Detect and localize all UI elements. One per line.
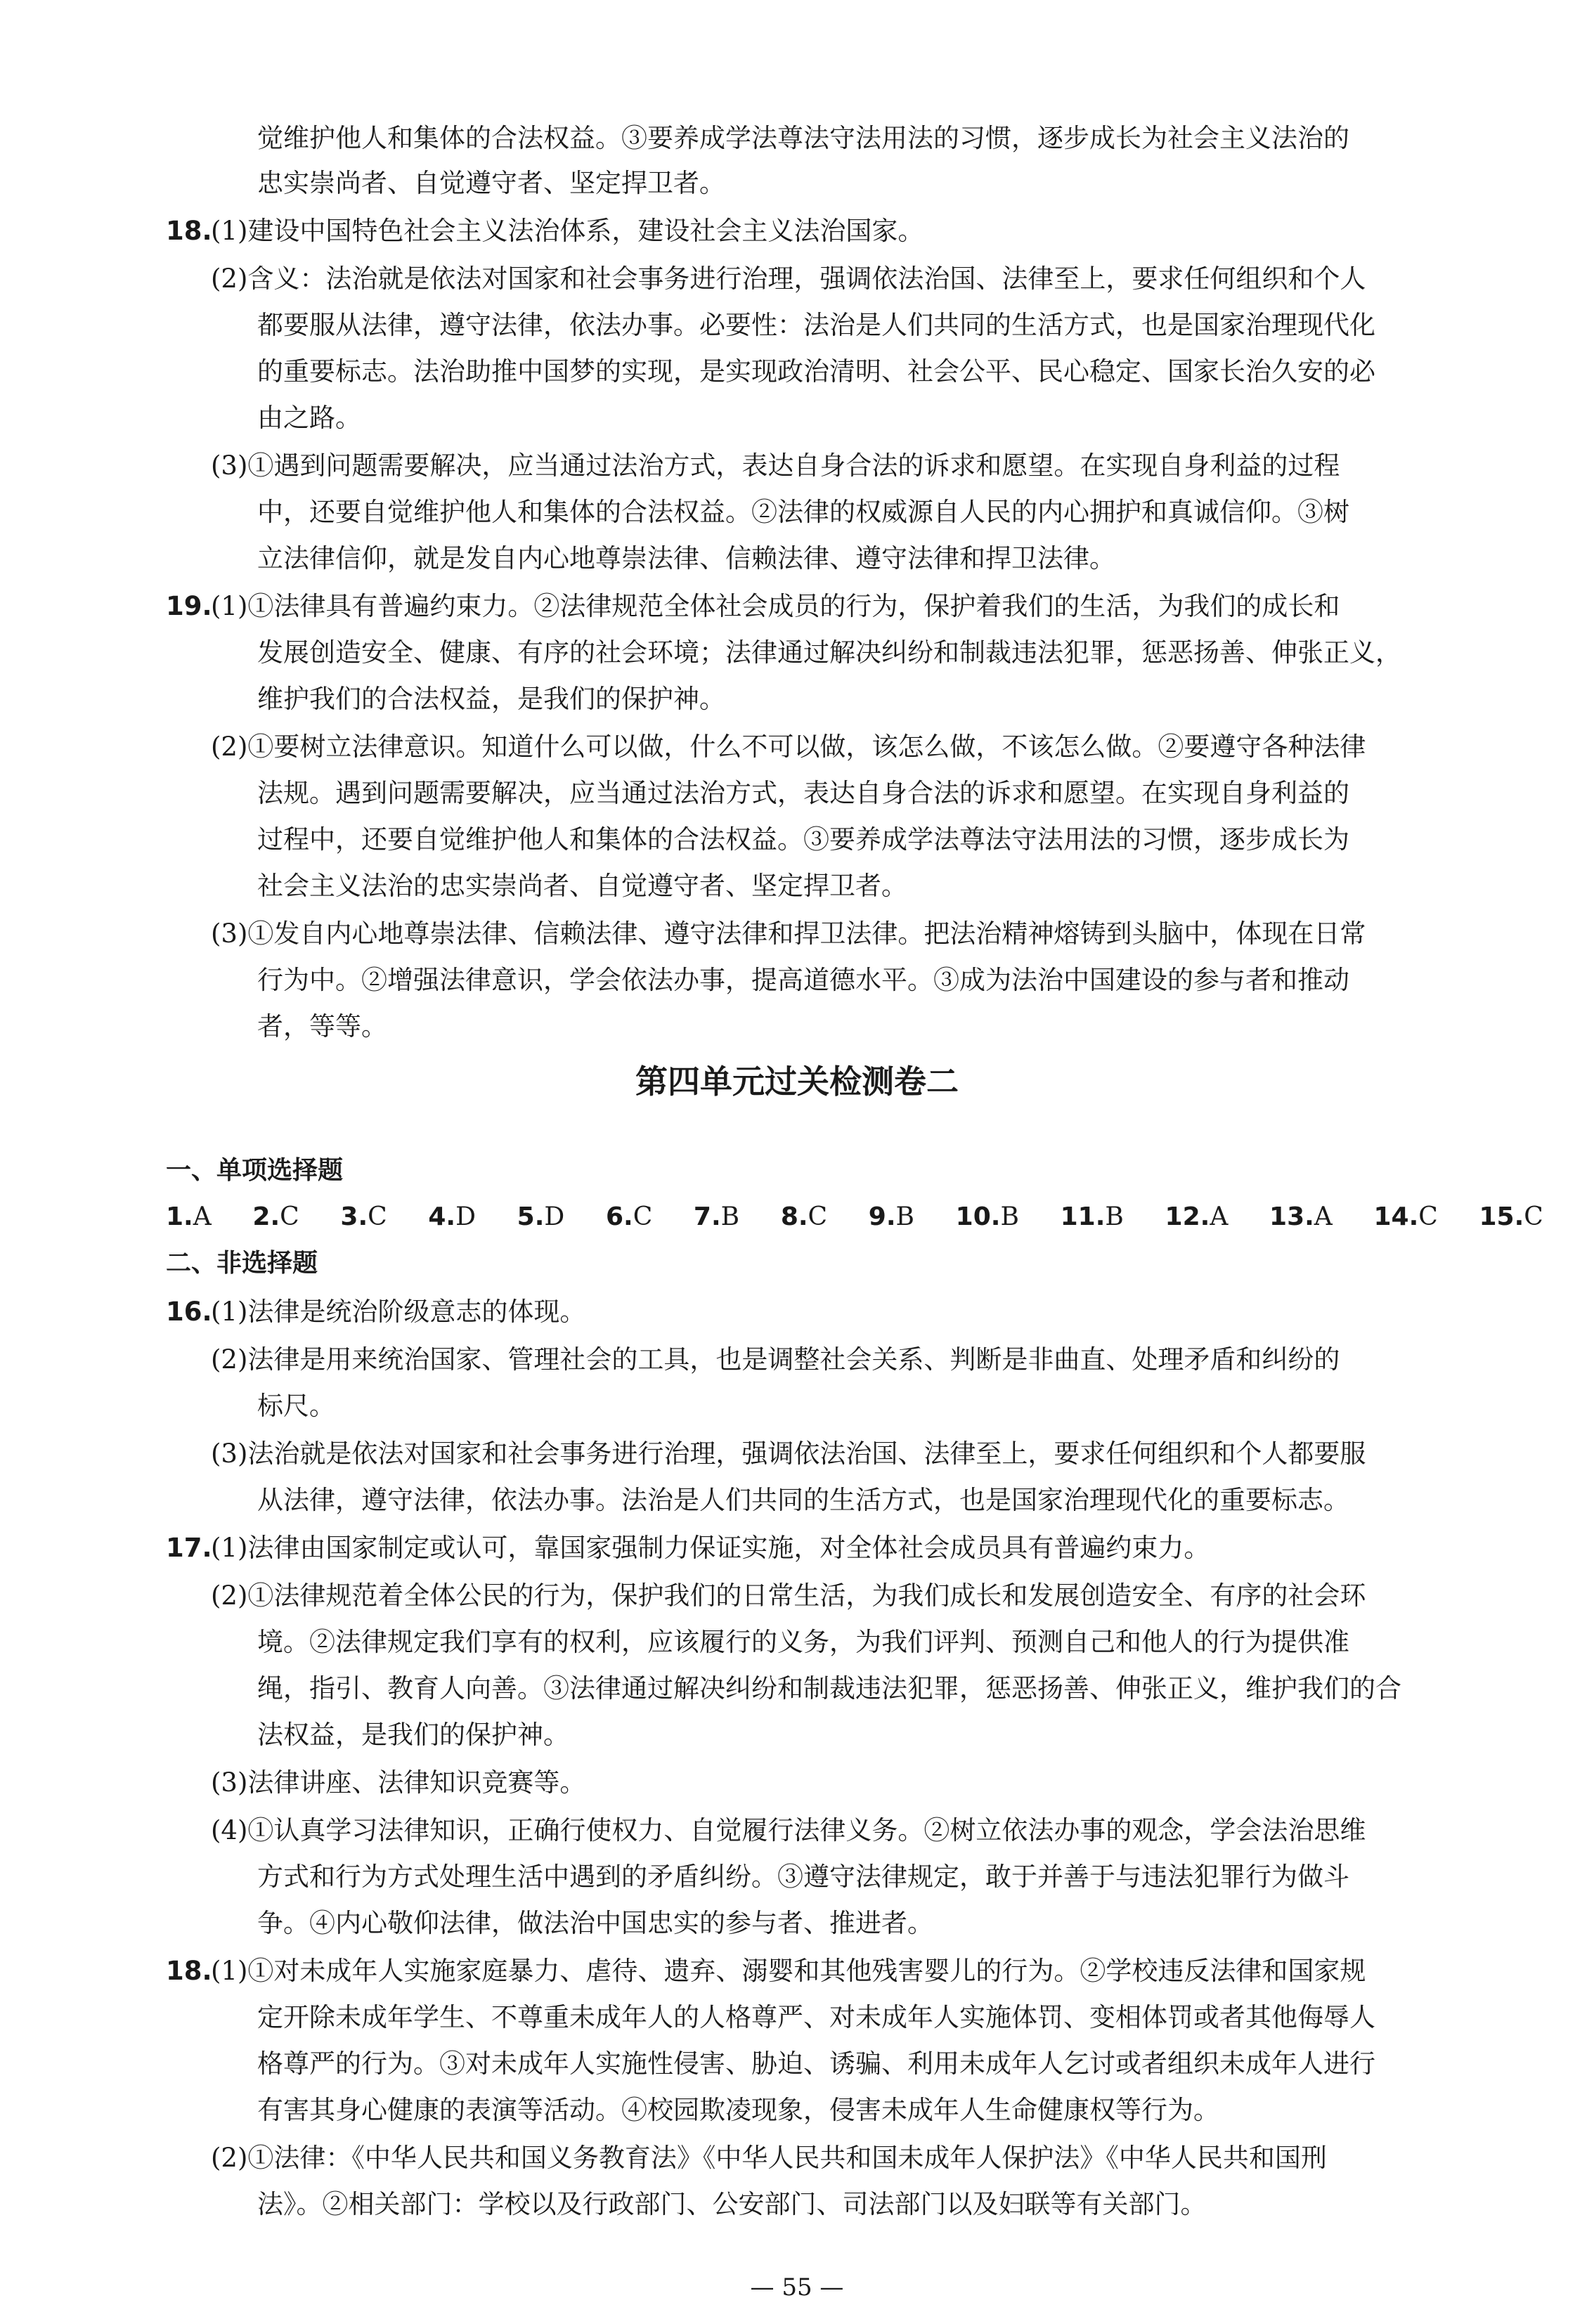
answer-item [780,1202,828,1231]
question-number: 18. [166,1956,212,1986]
answer-item [1165,1202,1229,1231]
text-line: 者，等等。 [257,1011,387,1041]
answer-letter: B [1000,1202,1019,1231]
question-number: 16. [166,1297,212,1327]
answer-number: 14. [1373,1202,1419,1231]
text-line: (3)①发自内心地尊崇法律、信赖法律、遵守法律和捍卫法律。把法治精神熔铸到头脑中，体现在日常 [211,918,1366,949]
answer-number: 9. [868,1202,896,1231]
text-line: 标尺。 [257,1391,335,1421]
answer-letter: D [455,1202,476,1231]
answer-letter: C [280,1202,299,1231]
answer-item [1060,1202,1124,1231]
answer-letter: A [1314,1202,1333,1231]
text-line: 行为中。②增强法律意识，学会依法办事，提高道德水平。③成为法治中国建设的参与者和推动 [257,965,1349,995]
answer-letter: A [1210,1202,1229,1231]
answer-letter: C [808,1202,828,1231]
text-line: 都要服从法律，遵守法律，依法办事。必要性：法治是人们共同的生活方式，也是国家治理现代化 [257,310,1375,340]
answer-item [868,1202,914,1231]
answer-letter: C [1418,1202,1438,1231]
text-line: (1)法律是统治阶级意志的体现。 [211,1297,586,1327]
text-line: 立法律信仰，就是发自内心地尊崇法律、信赖法律、遵守法律和捍卫法律。 [257,543,1115,573]
text-line: (2)①法律规范着全体公民的行为，保护我们的日常生活，为我们成长和发展创造安全、有序的社会环 [211,1580,1366,1611]
section-title: 一、单项选择题 [166,1156,344,1185]
answer-item [693,1202,740,1231]
answer-number: 8. [780,1202,808,1231]
text-line: (3)①遇到问题需要解决，应当通过法治方式，表达自身合法的诉求和愿望。在实现自身利益的过程 [211,450,1340,481]
text-line: 维护我们的合法权益，是我们的保护神。 [257,684,725,714]
answer-item [428,1202,476,1231]
text-line: (1)①对未成年人实施家庭暴力、虐待、遗弃、溺婴和其他残害婴儿的行为。②学校违反法律和国家规 [211,1956,1366,1986]
answer-number: 3. [340,1202,368,1231]
text-line: (1)①法律具有普遍约束力。②法律规范全体社会成员的行为，保护着我们的生活，为我们的成长和 [211,591,1340,621]
answer-item [166,1202,212,1231]
question-number: 19. [166,591,212,621]
text-line: 忠实崇尚者、自觉遵守者、坚定捍卫者。 [257,168,725,198]
answer-number: 11. [1060,1202,1106,1231]
text-line: 绳，指引、教育人向善。③法律通过解决纠纷和制裁违法犯罪，惩恶扬善、伸张正义，维护我们的合 [257,1673,1401,1703]
text-line: 由之路。 [257,403,361,433]
page-number: — 55 — [750,2273,844,2302]
answer-letter: B [1105,1202,1124,1231]
text-line: (3)法治就是依法对国家和社会事务进行治理，强调依法治国、法律至上，要求任何组织和个人都要服 [211,1439,1366,1469]
answer-item [1269,1202,1333,1231]
text-line: 的重要标志。法治助推中国梦的实现，是实现政治清明、社会公平、民心稳定、国家长治久安的必 [257,356,1375,387]
answer-item [955,1202,1019,1231]
answer-letter: C [633,1202,653,1231]
answer-letter: B [895,1202,914,1231]
text-line: (2)①法律：《中华人民共和国义务教育法》《中华人民共和国未成年人保护法》《中华人民共和国刑 [211,2143,1327,2173]
text-line: 境。②法律规定我们享有的权利，应该履行的义务，为我们评判、预测自己和他人的行为提供准 [257,1627,1349,1657]
question-number: 18. [166,216,212,246]
text-line: 中，还要自觉维护他人和集体的合法权益。②法律的权威源自人民的内心拥护和真诚信仰。③树 [257,497,1349,527]
answer-number: 4. [428,1202,456,1231]
text-line: 法规。遇到问题需要解决，应当通过法治方式，表达自身合法的诉求和愿望。在实现自身利益的 [257,778,1349,808]
text-line: 定开除未成年学生、不尊重未成年人的人格尊严、对未成年人实施体罚、变相体罚或者其他侮辱人 [257,2002,1375,2032]
answer-number: 5. [517,1202,545,1231]
answer-number: 7. [693,1202,721,1231]
answer-item [1479,1202,1543,1231]
answer-item [252,1202,299,1231]
answer-item [605,1202,653,1231]
text-line: 觉维护他人和集体的合法权益。③要养成学法尊法守法用法的习惯，逐步成长为社会主义法治的 [257,123,1349,153]
answer-number: 1. [166,1202,193,1231]
text-line: 法权益，是我们的保护神。 [257,1720,569,1750]
text-line: (4)①认真学习法律知识，正确行使权力、自觉履行法律义务。②树立依法办事的观念，学会法治思维 [211,1815,1366,1845]
answer-number: 13. [1269,1202,1314,1231]
answer-number: 10. [955,1202,1001,1231]
unit-heading: 第四单元过关检测卷二 [635,1063,959,1101]
text-line: (2)法律是用来统治国家、管理社会的工具，也是调整社会关系、判断是非曲直、处理矛盾和纠纷的 [211,1344,1340,1375]
text-line: 从法律，遵守法律，依法办事。法治是人们共同的生活方式，也是国家治理现代化的重要标志。 [257,1485,1349,1515]
text-line: 方式和行为方式处理生活中遇到的矛盾纠纷。③遵守法律规定，敢于并善于与违法犯罪行为做斗 [257,1862,1349,1892]
answer-number: 2. [252,1202,280,1231]
text-line: 社会主义法治的忠实崇尚者、自觉遵守者、坚定捍卫者。 [257,871,907,901]
answer-number: 6. [605,1202,633,1231]
answer-letter: B [720,1202,740,1231]
text-line: 过程中，还要自觉维护他人和集体的合法权益。③要养成学法尊法守法用法的习惯，逐步成长为 [257,824,1349,855]
text-line: 有害其身心健康的表演等活动。④校园欺凌现象，侵害未成年人生命健康权等行为。 [257,2095,1219,2125]
answer-letter: D [544,1202,565,1231]
text-line: (2)含义：法治就是依法对国家和社会事务进行治理，强调依法治国、法律至上，要求任何组织和个人 [211,264,1366,294]
answer-item [1373,1202,1438,1231]
answer-item [517,1202,565,1231]
answer-letter: C [368,1202,387,1231]
text-line: (3)法律讲座、法律知识竞赛等。 [211,1767,586,1798]
answer-number: 15. [1479,1202,1524,1231]
answer-list [166,1202,1543,1231]
answer-number: 12. [1165,1202,1210,1231]
text-line: (1)建设中国特色社会主义法治体系，建设社会主义法治国家。 [211,216,924,246]
text-line: 格尊严的行为。③对未成年人实施性侵害、胁迫、诱骗、利用未成年人乞讨或者组织未成年人进行 [257,2049,1375,2079]
answer-letter: A [193,1202,212,1231]
text-line: 争。④内心敬仰法律，做法治中国忠实的参与者、推进者。 [257,1908,933,1938]
question-number: 17. [166,1533,212,1563]
answer-item [340,1202,387,1231]
answer-letter: C [1524,1202,1543,1231]
text-line: (1)法律由国家制定或认可，靠国家强制力保证实施，对全体社会成员具有普遍约束力。 [211,1533,1210,1563]
text-line: 发展创造安全、健康、有序的社会环境；法律通过解决纠纷和制裁违法犯罪，惩恶扬善、伸张正义， [257,637,1401,668]
text-line: (2)①要树立法律意识。知道什么可以做，什么不可以做，该怎么做，不该怎么做。②要遵守各种法律 [211,732,1366,762]
text-line: 法》。②相关部门：学校以及行政部门、公安部门、司法部门以及妇联等有关部门。 [257,2189,1207,2219]
section-title: 二、非选择题 [166,1249,318,1278]
